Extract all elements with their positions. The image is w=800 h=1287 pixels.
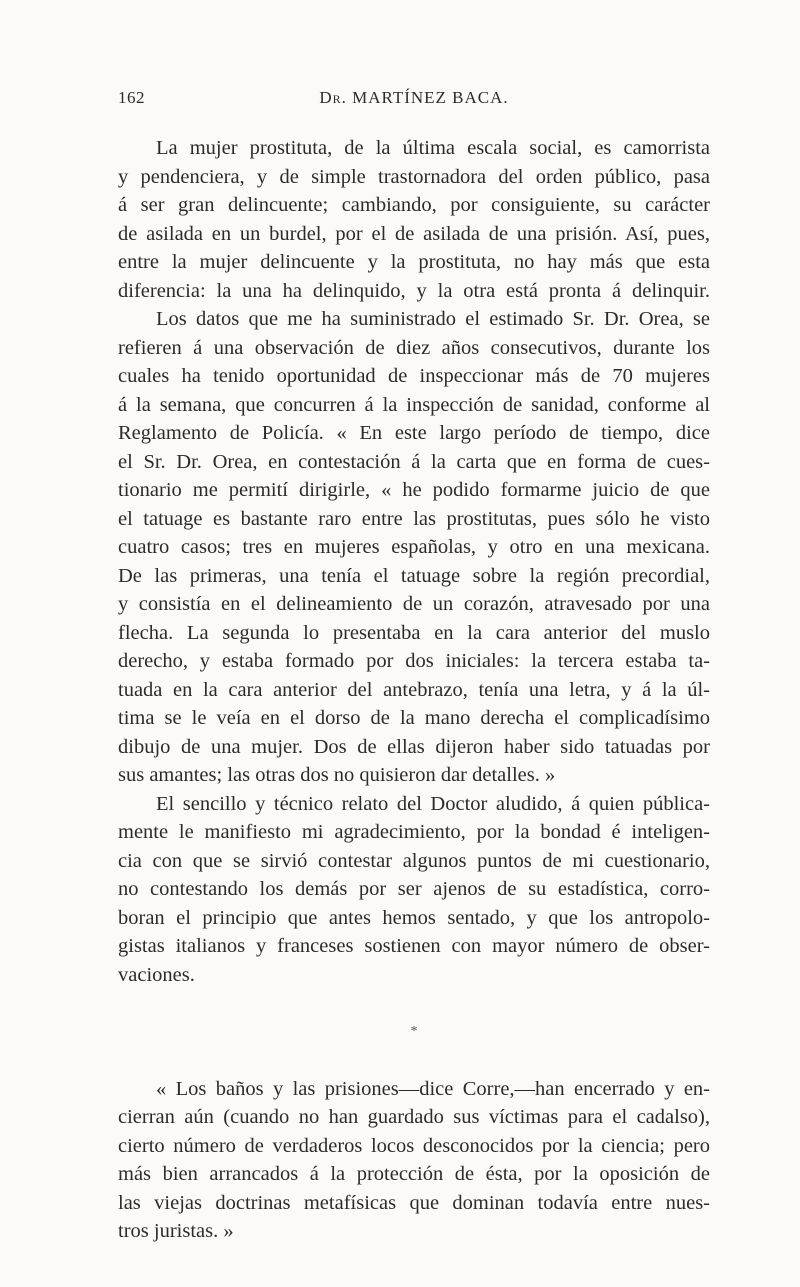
- text-line: á ser gran delincuente; cambiando, por consiguiente, su carácter: [118, 194, 710, 216]
- text-line: cuales ha tenido oportunidad de inspeccionar más de 70 mujeres: [118, 365, 710, 387]
- text-line: diferencia: la una ha delinquido, y la otra está pronta á delinquir.: [118, 279, 710, 302]
- paragraph: [118, 134, 710, 305]
- text-line: el Sr. Dr. Orea, en contestación á la carta que en forma de cues-: [118, 450, 710, 473]
- text-line: vaciones.: [118, 963, 195, 986]
- text-line: boran el principio que antes hemos sentado, y que los antropolo-: [118, 906, 710, 929]
- paragraph: [118, 790, 710, 990]
- paragraph: [118, 1075, 710, 1246]
- text-line: el tatuage es bastante raro entre las prostitutas, pues sólo he visto: [118, 507, 710, 530]
- running-head: [118, 88, 710, 112]
- text-line: y consistía en el delineamiento de un corazón, atravesado por una: [118, 593, 710, 615]
- text-line: sus amantes; las otras dos no quisieron dar detalles. »: [118, 764, 556, 786]
- text-line: tros juristas. »: [118, 1220, 234, 1242]
- paragraph: [118, 305, 710, 790]
- text-line: á la semana, que concurren á la inspección de sanidad, conforme al: [118, 393, 710, 416]
- text-line: tuada en la cara anterior del antebrazo, tenía una letra, y á la úl-: [118, 678, 710, 701]
- text-line: de asilada en un burdel, por el de asilada de una prisión. Así, pues,: [118, 222, 710, 245]
- page-number: 162: [118, 88, 145, 107]
- section-ornament: *: [410, 1023, 418, 1039]
- text-line: cierran aún (cuando no han guardado sus víctimas para el cadalso),: [118, 1106, 710, 1128]
- text-line: derecho, y estaba formado por dos iniciales: la tercera estaba ta-: [118, 650, 710, 672]
- text-line: « Los baños y las prisiones—dice Corre,—han encerrado y en-: [156, 1077, 710, 1100]
- text-line: entre la mujer delincuente y la prostituta, no hay más que esta: [118, 251, 710, 273]
- text-line: mente le manifiesto mi agradecimiento, por la bondad é inteligen-: [118, 821, 710, 843]
- section-gap: [118, 989, 710, 1018]
- text-line: cia con que se sirvió contestar algunos puntos de mi cuestionario,: [118, 849, 710, 872]
- text-line: flecha. La segunda lo presentaba en la cara anterior del muslo: [118, 621, 710, 644]
- text-line: gistas italianos y franceses sostienen con mayor número de obser-: [118, 935, 710, 957]
- text-line: tima se le veía en el dorso de la mano derecha el complicadísimo: [118, 707, 710, 729]
- text-line: Reglamento de Policía. « En este largo período de tiempo, dice: [118, 422, 710, 444]
- text-line: Los datos que me ha suministrado el estimado Sr. Dr. Orea, se: [156, 308, 710, 330]
- text-line: y pendenciera, y de simple trastornadora del orden público, pasa: [118, 165, 710, 188]
- running-title: Dr. MARTÍNEZ BACA.: [319, 88, 509, 107]
- text-line: las viejas doctrinas metafísicas que dominan todavía entre nues-: [118, 1191, 710, 1214]
- text-line: tionario me permití dirigirle, « he podido formarme juicio de que: [118, 479, 710, 501]
- text-line: no contestando los demás por ser ajenos de su estadística, corro-: [118, 878, 710, 900]
- text-line: dibujo de una mujer. Dos de ellas dijeron haber sido tatuadas por: [118, 735, 710, 758]
- text-line: El sencillo y técnico relato del Doctor aludido, á quien pública-: [156, 792, 710, 815]
- text-line: cierto número de verdaderos locos desconocidos por la ciencia; pero: [118, 1134, 710, 1157]
- text-line: refieren á una observación de diez años consecutivos, durante los: [118, 336, 710, 359]
- text-line: De las primeras, una tenía el tatuage sobre la región precordial,: [118, 564, 710, 587]
- text-line: cuatro casos; tres en mujeres españolas, y otro en una mexicana.: [118, 536, 710, 558]
- body-text: [118, 134, 710, 1246]
- section-gap: [118, 1046, 710, 1075]
- text-line: más bien arrancados á la protección de ésta, por la oposición de: [118, 1163, 710, 1185]
- text-line: La mujer prostituta, de la última escala social, es camorrista: [156, 137, 710, 159]
